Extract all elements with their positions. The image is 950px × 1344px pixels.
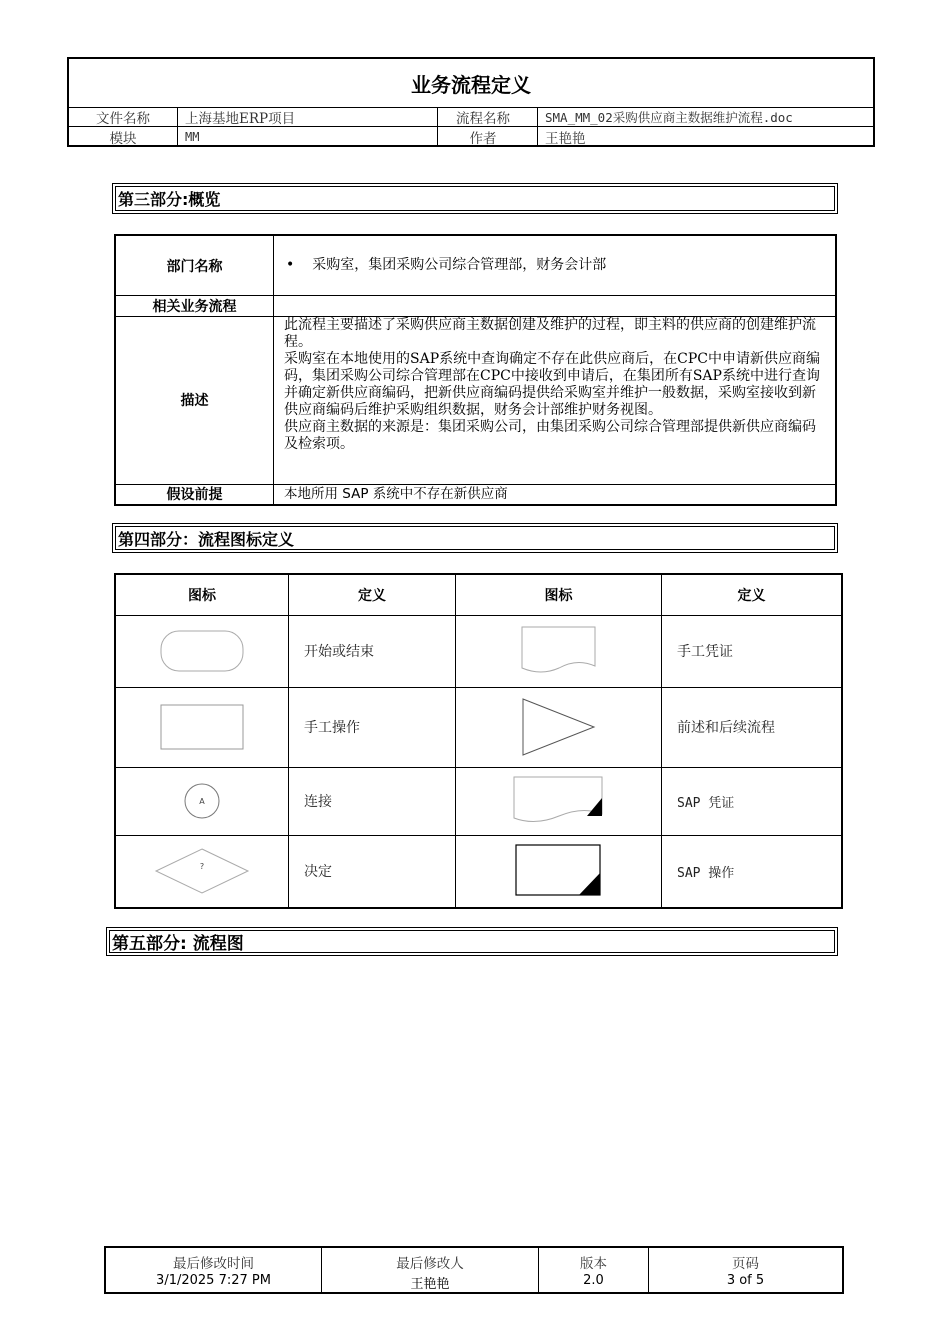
- footer-modified-time: [106, 1248, 322, 1292]
- dept-value: 采购室，集团采购公司综合管理部，财务会计部: [312, 257, 607, 273]
- section5-heading: [106, 927, 838, 956]
- header-row-module: [69, 127, 873, 146]
- definition-text: 开始或结束: [289, 615, 456, 687]
- definition-text: 手工操作: [289, 687, 456, 767]
- author-label: 作者: [429, 127, 538, 146]
- description-paragraph: 供应商主数据的来源是：集团采购公司，由集团采购公司综合管理部提供新供应商编码及检索项。: [284, 419, 816, 452]
- page-number-value: 3 of 5: [726, 1273, 765, 1288]
- definition-text: SAP 凭证: [677, 795, 735, 811]
- icon-row: [116, 687, 841, 768]
- dept-label: 部门名称: [116, 236, 274, 295]
- header-icon: 图标: [116, 575, 289, 615]
- sap-process-shape-icon: [515, 844, 603, 898]
- definition-text: SAP 操作: [677, 865, 735, 881]
- manual-document-shape-icon: [521, 626, 597, 676]
- version-label: 版本: [580, 1256, 607, 1272]
- assumption-label: 假设前提: [116, 484, 274, 504]
- icon-table-header: [116, 575, 841, 616]
- decision-mark: ?: [199, 862, 205, 871]
- document-footer: [104, 1246, 844, 1294]
- version-value: 2.0: [583, 1273, 604, 1288]
- description-value: [274, 316, 835, 484]
- related-process-value: [274, 295, 835, 316]
- module-value: MM: [177, 127, 438, 146]
- definition-text: 手工凭证: [677, 644, 733, 660]
- author-value: 王艳艳: [545, 130, 586, 146]
- definition-text: 连接: [289, 767, 456, 835]
- section3-heading: [112, 183, 838, 214]
- footer-version: [539, 1248, 649, 1292]
- section5-title: 第五部分: 流程图: [109, 930, 835, 953]
- header-icon: 图标: [456, 575, 662, 615]
- modified-time-value: 3/1/2025 7:27 PM: [156, 1273, 271, 1288]
- overview-row-related: [116, 295, 835, 317]
- section4-title: 第四部分：流程图标定义: [115, 526, 835, 550]
- document-title: 业务流程定义: [69, 59, 873, 108]
- connector-letter: A: [199, 797, 205, 806]
- assumption-value: 本地所用 SAP 系统中不存在新供应商: [284, 485, 508, 502]
- description-label: 描述: [116, 316, 274, 484]
- file-name-value: 上海基地ERP项目: [177, 107, 438, 126]
- document-header: [67, 57, 875, 147]
- description-paragraph: 采购室在本地使用的SAP系统中查询确定不存在此供应商后，在CPC中申请新供应商编码，集团采购公司综合管理部在CPC中接收到申请后，在集团所有SAP系统中进行查询并确定新供应商编码，把新供应商编码提供给采购室并维护一般数据，采购室接收到新供应商编码后维护采购组织数据，财务会计部维护财务视图。: [284, 351, 820, 418]
- section4-heading: [112, 523, 838, 553]
- modified-by-value: 王艳艳: [410, 1277, 450, 1292]
- icon-row: [116, 767, 841, 836]
- footer-modified-by: [322, 1248, 539, 1292]
- module-label: 模块: [69, 127, 178, 146]
- icon-row: [116, 835, 841, 907]
- process-name-value: SMA_MM_02采购供应商主数据维护流程.doc: [545, 109, 793, 125]
- terminator-shape-icon: [160, 630, 244, 672]
- decision-shape-icon: [154, 847, 250, 895]
- section3-title: 第三部分:概览: [115, 186, 835, 211]
- overview-row-dept: [116, 236, 835, 296]
- icon-row: [116, 615, 841, 688]
- file-name-label: 文件名称: [69, 107, 178, 126]
- dept-cell: [274, 236, 835, 295]
- overview-row-desc: [116, 316, 835, 485]
- page-label: 页码: [732, 1256, 759, 1272]
- header-definition: 定义: [289, 575, 456, 615]
- definition-text: 决定: [289, 835, 456, 907]
- description-paragraph: 此流程主要描述了采购供应商主数据创建及维护的过程，即主料的供应商的创建维护流程。: [284, 317, 816, 350]
- icon-definition-table: [114, 573, 843, 909]
- related-process-label: 相关业务流程: [116, 295, 274, 316]
- overview-table: [114, 234, 837, 506]
- modified-time-label: 最后修改时间: [173, 1256, 254, 1272]
- modified-by-label: 最后修改人: [396, 1256, 464, 1272]
- header-row-file: [69, 107, 873, 127]
- footer-page: [649, 1248, 842, 1292]
- definition-text: 前述和后续流程: [677, 720, 775, 736]
- header-definition: 定义: [737, 588, 766, 604]
- connector-shape-icon: [183, 782, 221, 820]
- sap-document-shape-icon: [513, 776, 605, 826]
- triangle-shape-icon: [521, 697, 597, 757]
- bullet-icon: •: [286, 257, 295, 273]
- overview-row-assume: [116, 484, 835, 504]
- process-shape-icon: [160, 704, 244, 750]
- process-name-label: 流程名称: [429, 107, 538, 126]
